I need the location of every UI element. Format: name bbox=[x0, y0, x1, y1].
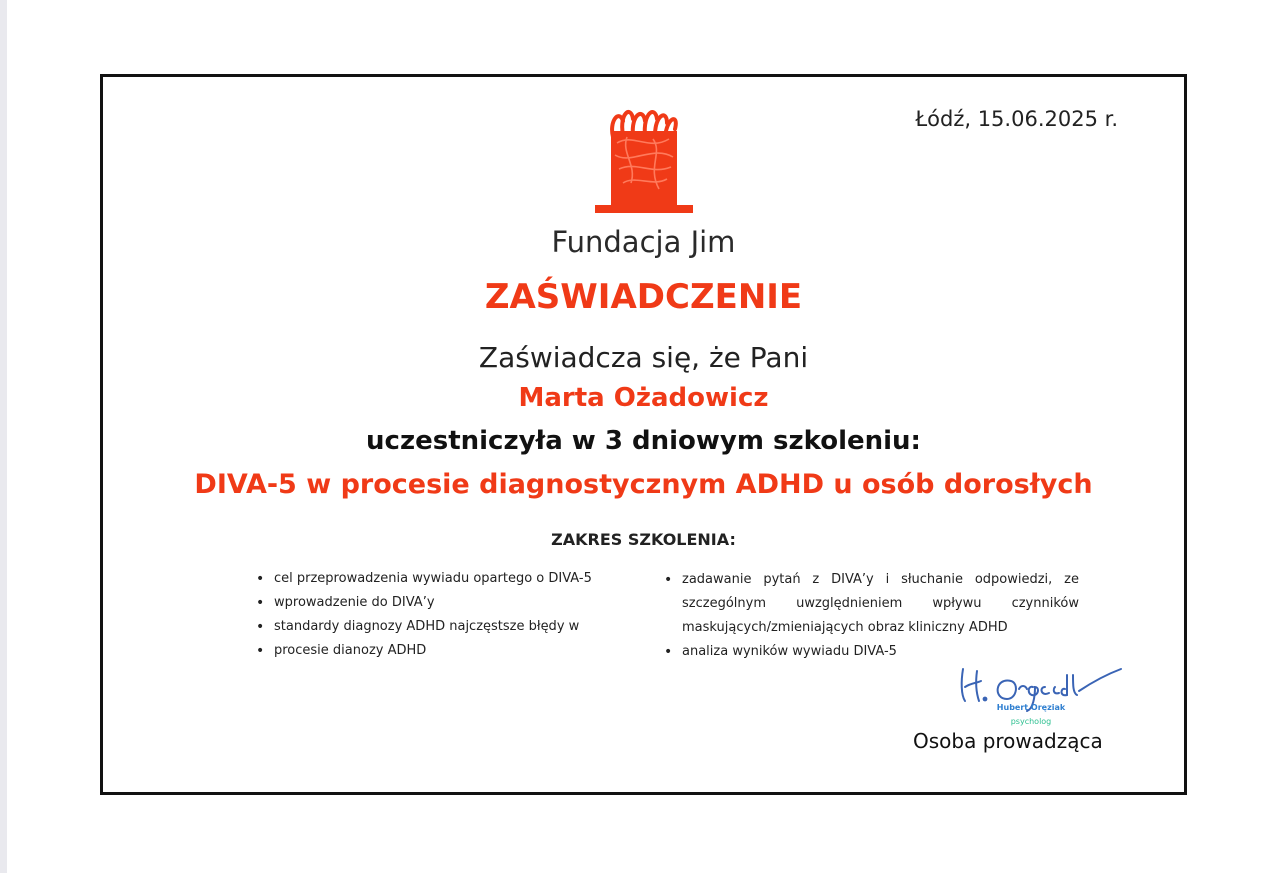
signature-icon bbox=[955, 661, 1125, 721]
foundation-name: Fundacja Jim bbox=[551, 225, 736, 259]
signature-role: psycholog bbox=[1010, 717, 1052, 726]
scope-item: • cel przeprowadzenia wywiadu opartego o DIVA-5 bbox=[256, 567, 636, 591]
certificate bbox=[100, 74, 1187, 795]
scope-heading: ZAKRES SZKOLENIA: bbox=[551, 530, 736, 549]
certify-line: Zaświadcza się, że Pani bbox=[478, 341, 809, 374]
scope-item: • standardy diagnozy ADHD najczęstsze błędy w bbox=[256, 615, 636, 639]
certificate-date: Łódź, 15.06.2025 r. bbox=[915, 107, 1118, 131]
course-title: DIVA-5 w procesie diagnostycznym ADHD u osób dorosłych bbox=[194, 469, 1093, 500]
signature-name: Hubert Oręziak bbox=[996, 703, 1066, 712]
participant-name: Marta Ożadowicz bbox=[518, 383, 769, 413]
scope-item: • wprowadzenie do DIVA’y bbox=[256, 591, 636, 615]
scope-item: • analiza wyników wywiadu DIVA-5 bbox=[664, 640, 1079, 664]
scope-list-right bbox=[664, 568, 1079, 664]
viewer-left-edge bbox=[0, 0, 7, 873]
fundacja-jim-logo-icon bbox=[593, 103, 697, 219]
certificate-title: ZAŚWIADCZENIE bbox=[484, 277, 803, 317]
scope-item: • procesie dianozy ADHD bbox=[256, 639, 636, 663]
participation-line: uczestniczyła w 3 dniowym szkoleniu: bbox=[366, 426, 921, 456]
scope-item: • zadawanie pytań z DIVA’y i słuchanie odpowiedzi, ze szczególnym uwzględnieniem wpływu czynników maskujących/zmieniających obraz kliniczny ADHD bbox=[664, 568, 1079, 640]
scope-list-left bbox=[256, 567, 636, 663]
signatory-label: Osoba prowadząca bbox=[913, 729, 1103, 753]
